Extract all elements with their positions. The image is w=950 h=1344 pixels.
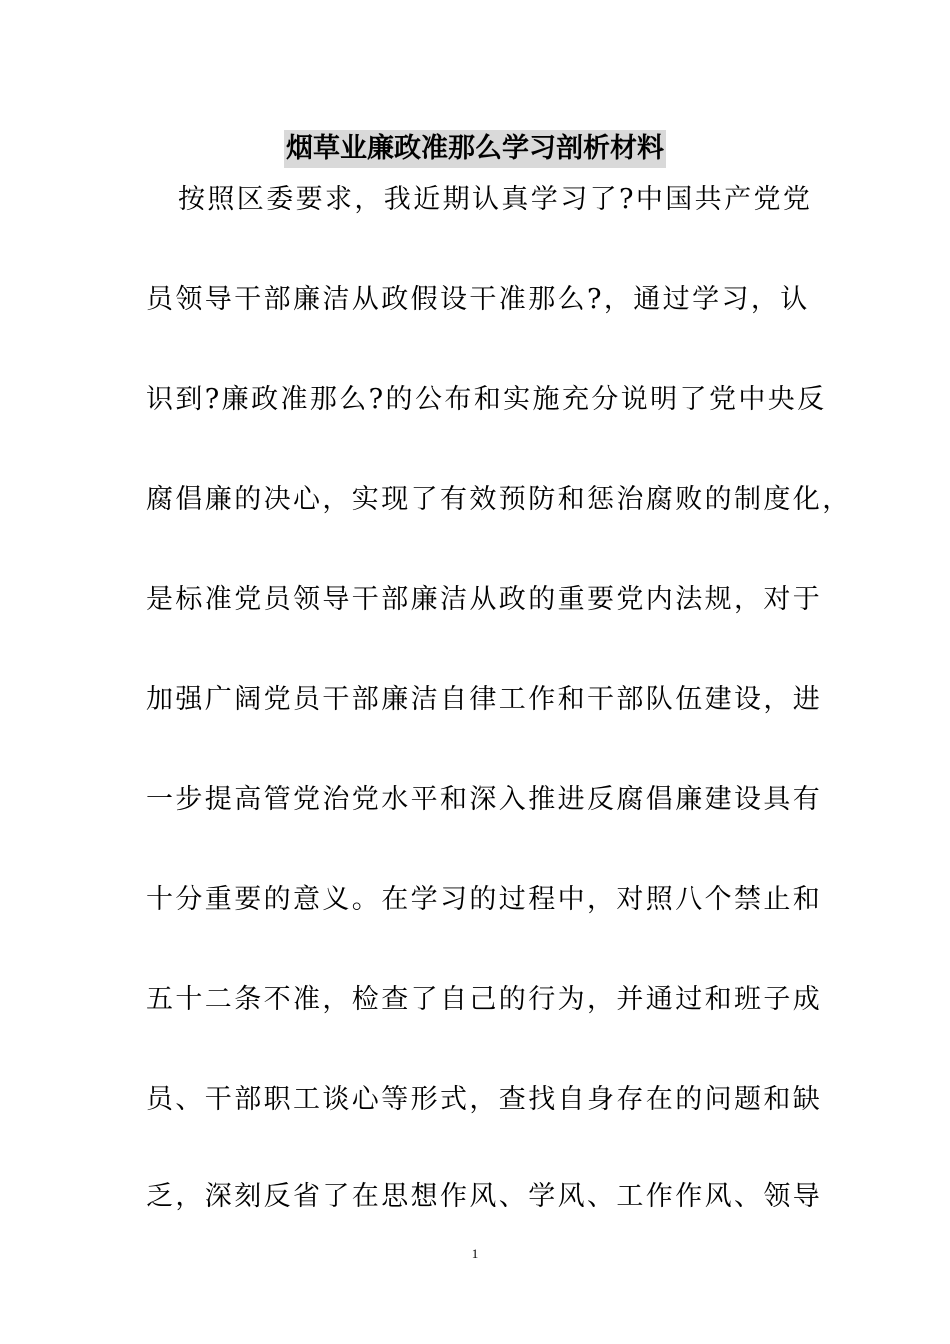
- paragraph-line: 识到?廉政准那么?的公布和实施充分说明了党中央反: [146, 384, 827, 415]
- paragraph-line: 乏，深刻反省了在思想作风、学风、工作作风、领导: [146, 1181, 823, 1212]
- paragraph-line: 员领导干部廉洁从政假设干准那么?，通过学习，认: [146, 284, 810, 315]
- page-number: 1: [471, 1246, 479, 1261]
- paragraph-line: 按照区委要求，我近期认真学习了?中国共产党党: [178, 184, 813, 215]
- paragraph-line: 是标准党员领导干部廉洁从政的重要党内法规，对于: [146, 584, 823, 615]
- paragraph-line: 一步提高管党治党水平和深入推进反腐倡廉建设具有: [146, 784, 823, 815]
- paragraph-line: 加强广阔党员干部廉洁自律工作和干部队伍建设，进: [146, 684, 823, 715]
- paragraph-line: 十分重要的意义。在学习的过程中，对照八个禁止和: [146, 884, 823, 915]
- paragraph-line: 腐倡廉的决心，实现了有效预防和惩治腐败的制度化，: [146, 484, 852, 515]
- document-title: 烟草业廉政准那么学习剖析材料: [284, 130, 666, 168]
- paragraph-line: 五十二条不准，检查了自己的行为，并通过和班子成: [146, 984, 823, 1015]
- title-container: [0, 130, 950, 168]
- paragraph-line: 员、干部职工谈心等形式，查找自身存在的问题和缺: [146, 1084, 823, 1115]
